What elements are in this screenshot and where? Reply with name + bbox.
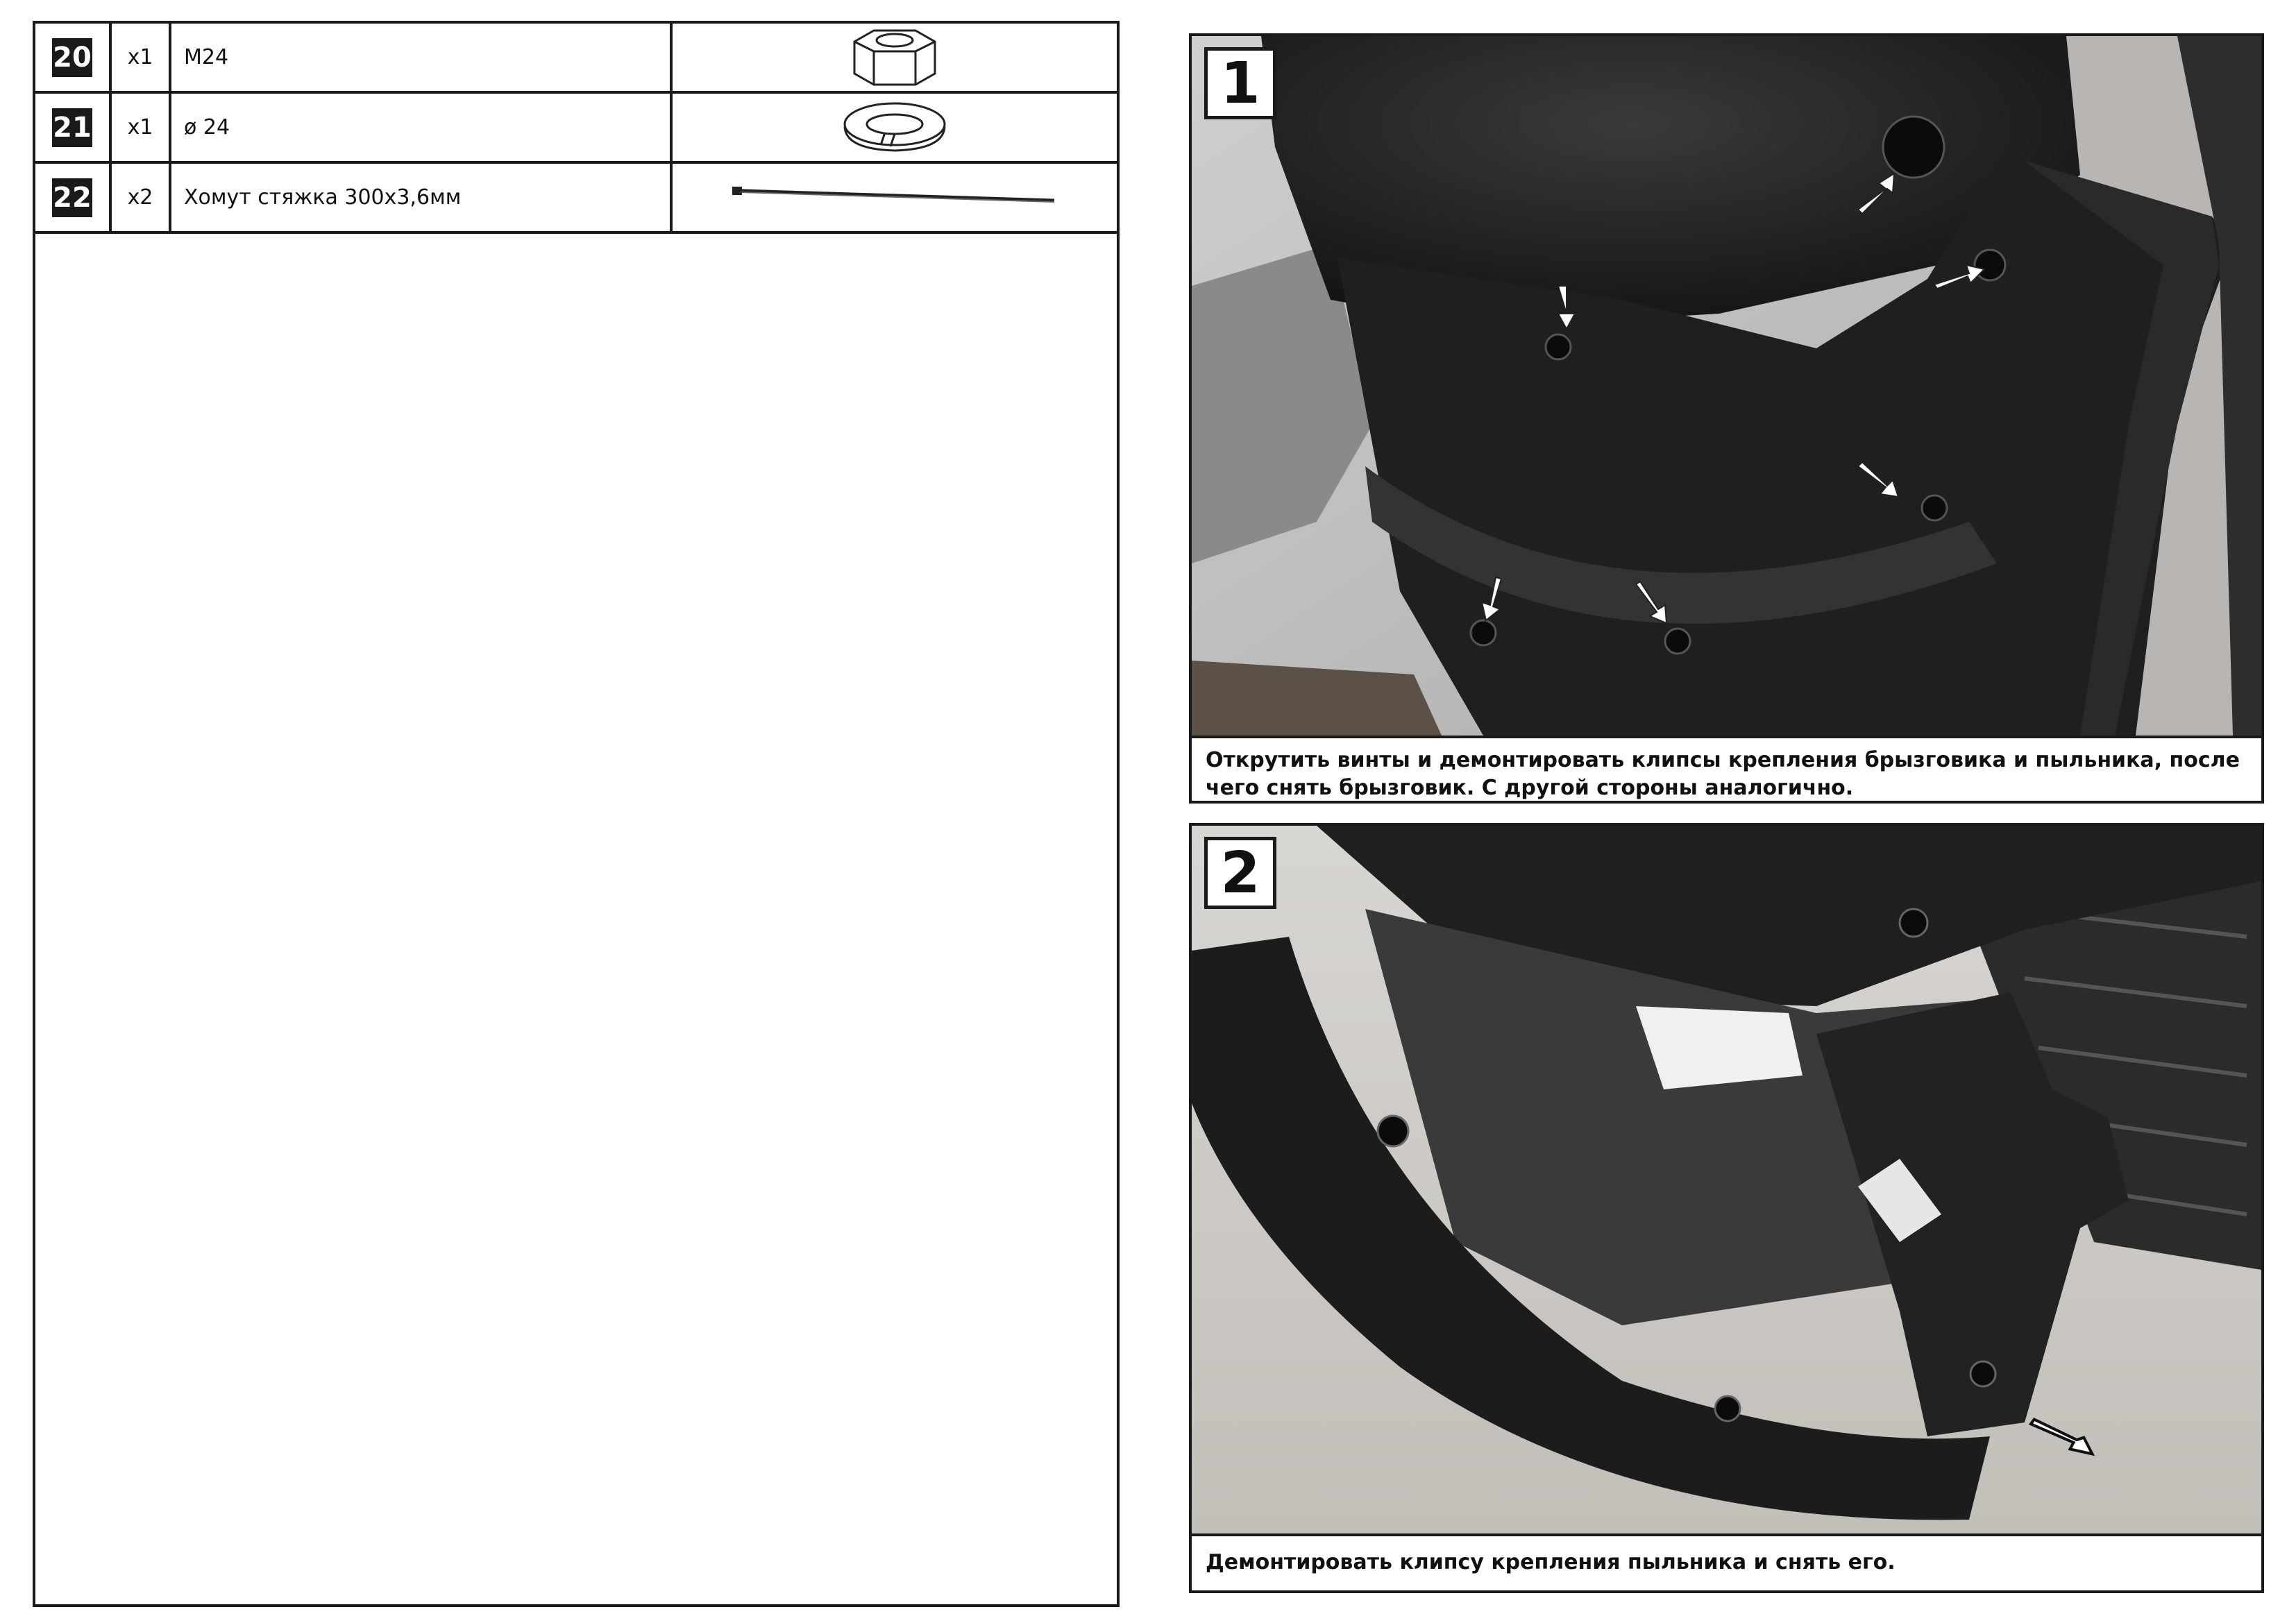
step-1-caption: Открутить винты и демонтировать клипсы крепления брызговика и пыльника, после чего снять брызговик. С другой стороны аналогично. <box>1192 736 2261 801</box>
step-2-photo <box>1192 826 2261 1533</box>
step-2-caption: Демонтировать клипсу крепления пыльника и снять его. <box>1192 1533 2261 1590</box>
part-quantity: x2 <box>112 164 171 231</box>
cable-tie-icon <box>728 177 1061 219</box>
table-row <box>35 164 1117 234</box>
table-row <box>35 24 1117 94</box>
dust-shield-photo <box>1192 826 2261 1533</box>
step-2-panel <box>1189 823 2264 1593</box>
part-description: M24 <box>171 24 673 91</box>
part-quantity: x1 <box>112 24 171 91</box>
step-1-panel <box>1189 33 2264 804</box>
part-description: Хомут стяжка 300х3,6мм <box>171 164 673 231</box>
hex-nut-icon <box>846 26 943 89</box>
mudflap-photo <box>1192 36 2261 736</box>
part-number: 22 <box>52 178 92 217</box>
step-1-photo <box>1192 36 2261 736</box>
step-number: 2 <box>1204 837 1276 909</box>
parts-table <box>33 21 1120 1607</box>
part-number: 20 <box>52 38 92 77</box>
table-row <box>35 94 1117 164</box>
part-quantity: x1 <box>112 94 171 161</box>
part-number: 21 <box>52 108 92 147</box>
step-number: 1 <box>1204 47 1276 119</box>
spring-washer-icon <box>839 96 950 159</box>
part-description: ø 24 <box>171 94 673 161</box>
